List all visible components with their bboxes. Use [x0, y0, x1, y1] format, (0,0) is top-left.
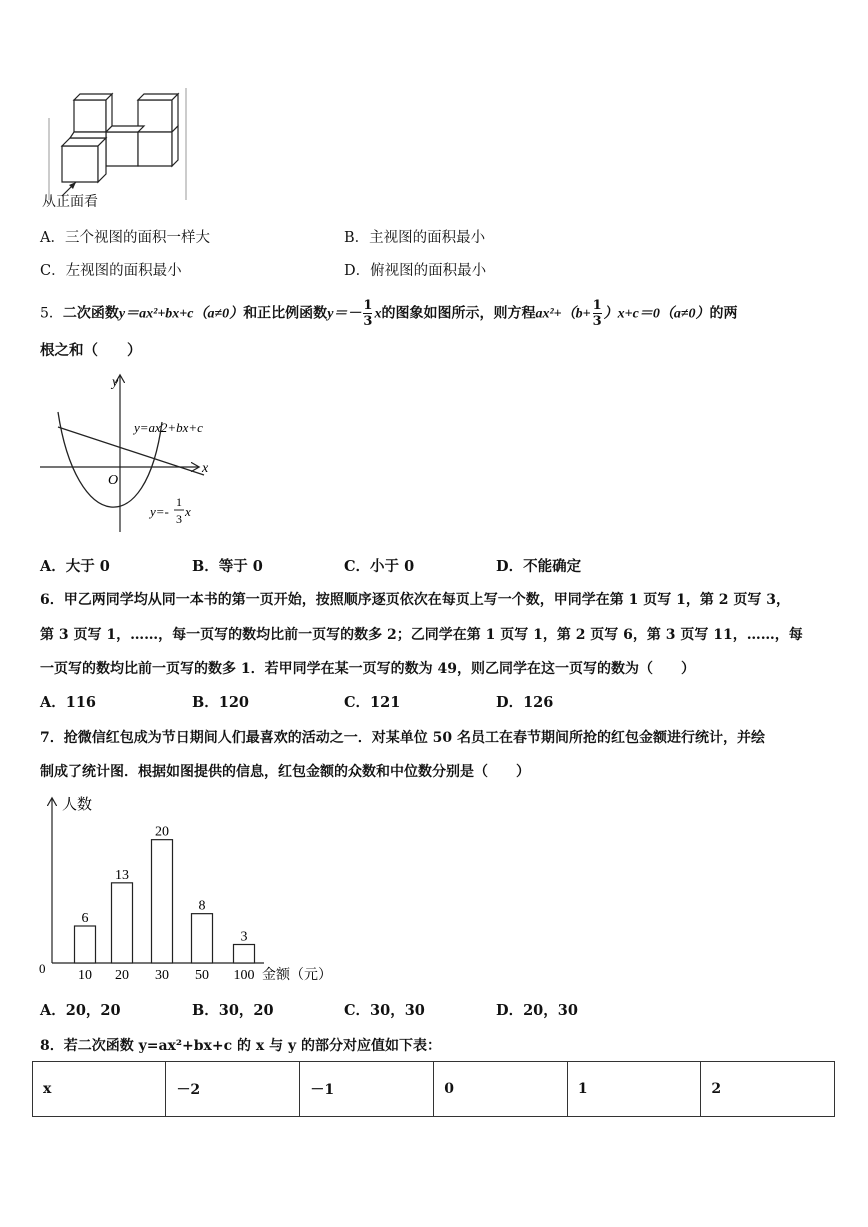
value-table — [32, 1061, 835, 1117]
q6-option-d: D．126 — [496, 694, 554, 711]
table-cell: x — [33, 1062, 166, 1117]
q5-stem-1: 二次函数 — [62, 305, 119, 322]
q4-option-a: A．三个视图的面积一样大 — [40, 230, 210, 246]
q7-option-c: C．30，30 — [344, 1002, 425, 1019]
q4-option-c: C．左视图的面积最小 — [40, 263, 182, 279]
table-cell: －1 — [300, 1062, 434, 1117]
q5-fraction — [363, 298, 372, 329]
x-tick-label: 20 — [115, 968, 129, 983]
bar-50 — [192, 914, 213, 963]
line-label-frac-den: 3 — [176, 512, 182, 526]
q5-eq-fraction — [593, 298, 602, 329]
q5-option-a: A．大于 0 — [40, 558, 110, 575]
line-label-var: x — [185, 504, 191, 519]
q7-option-a: A．20，20 — [40, 1002, 121, 1019]
x-axis-label: x — [202, 461, 209, 476]
q5-stem-line1 — [40, 298, 738, 329]
q5-option-d: D．不能确定 — [496, 558, 582, 575]
q5-option-b: B．等于 0 — [192, 558, 263, 575]
table-cell: 1 — [567, 1062, 701, 1117]
q5-stem-2: 和正比例函数 — [243, 305, 328, 322]
q5-linear-prefix: y＝－ — [327, 306, 362, 322]
y-axis-label: y — [112, 375, 119, 390]
q5-option-c: C．小于 0 — [344, 558, 415, 575]
origin-label: O — [108, 473, 119, 488]
x-tick-label: 50 — [195, 968, 209, 983]
q7-option-b: B．30，20 — [192, 1002, 274, 1019]
red-packet-bar-chart — [36, 793, 346, 989]
curve-label: y=ax2+bx+c — [134, 420, 203, 435]
q7-option-d: D．20，30 — [496, 1002, 578, 1019]
bar-value-label: 6 — [81, 911, 89, 926]
bar-100 — [234, 945, 255, 964]
chart-y-label: 人数 — [62, 797, 93, 813]
bar-10 — [75, 926, 96, 963]
q7-line1: 7．抢微信红包成为节日期间人们最喜欢的活动之一．对某单位 50 名员工在春节期间所抢的红包金额进行统计，并绘 — [40, 730, 765, 746]
figure-caption: 从正面看 — [42, 194, 98, 210]
chart-origin: 0 — [39, 961, 46, 976]
x-tick-label: 100 — [233, 968, 255, 983]
bar-value-label: 20 — [155, 824, 169, 840]
bar-20 — [112, 883, 133, 963]
function-graph — [36, 372, 236, 540]
q5-linear-var: x — [374, 306, 382, 322]
table-cell: 0 — [434, 1062, 568, 1117]
q4-option-b: B．主视图的面积最小 — [344, 230, 486, 246]
x-tick-label: 30 — [155, 968, 169, 983]
q5-stem-4: 的两 — [709, 305, 738, 322]
q5-eq-part2: ）x+c＝0（a≠0） — [603, 306, 710, 322]
q6-option-c: C．121 — [344, 694, 401, 711]
x-tick-label: 10 — [78, 968, 92, 983]
frac-denominator: 3 — [363, 314, 373, 329]
bar-value-label: 3 — [240, 929, 248, 945]
q4-option-d: D．俯视图的面积最小 — [344, 263, 487, 279]
q5-quad-expr: y＝ax²+bx+c（a≠0） — [118, 306, 244, 322]
chart-x-label: 金额（元） — [262, 968, 332, 983]
line-label-frac-num: 1 — [176, 495, 182, 509]
q6-option-a: A．116 — [40, 694, 97, 711]
bar-value-label: 8 — [198, 898, 206, 914]
bar-value-label: 13 — [115, 867, 129, 883]
table-cell: 2 — [701, 1062, 835, 1117]
bar-30 — [152, 840, 173, 963]
frac-numerator: 1 — [363, 298, 373, 313]
q5-stem-3: 的图象如图所示，则方程 — [381, 305, 536, 322]
frac-denominator: 3 — [592, 314, 602, 329]
frac-numerator: 1 — [592, 298, 602, 313]
line-label-prefix: y=- — [150, 504, 169, 519]
q6-line2: 第 3 页写 1，……，每一页写的数均比前一页写的数多 2；乙同学在第 1 页写 1，第 2 页写 6，第 3 页写 11，……，每 — [40, 627, 803, 643]
q6-option-b: B．120 — [192, 694, 250, 711]
table-cell: －2 — [166, 1062, 300, 1117]
q8-stem: 8．若二次函数 y=ax²+bx+c 的 x 与 y 的部分对应值如下表： — [40, 1038, 442, 1054]
q7-line2: 制成了统计图．根据如图提供的信息，红包金额的众数和中位数分别是（ ） — [40, 764, 530, 780]
q5-number: 5． — [40, 305, 63, 322]
q5-stem-line2: 根之和（ ） — [40, 342, 142, 359]
q6-line3: 一页写的数均比前一页写的数多 1．若甲同学在某一页写的数为 49，则乙同学在这一页写的数为（ ） — [40, 661, 695, 677]
q5-eq-part1: ax²+（b+ — [535, 306, 591, 322]
q6-line1: 6．甲乙两同学均从同一本书的第一页开始，按照顺序逐页依次在每页上写一个数，甲同学在第 1 页写 1，第 2 页写 3， — [40, 592, 790, 608]
table-row — [33, 1062, 835, 1117]
